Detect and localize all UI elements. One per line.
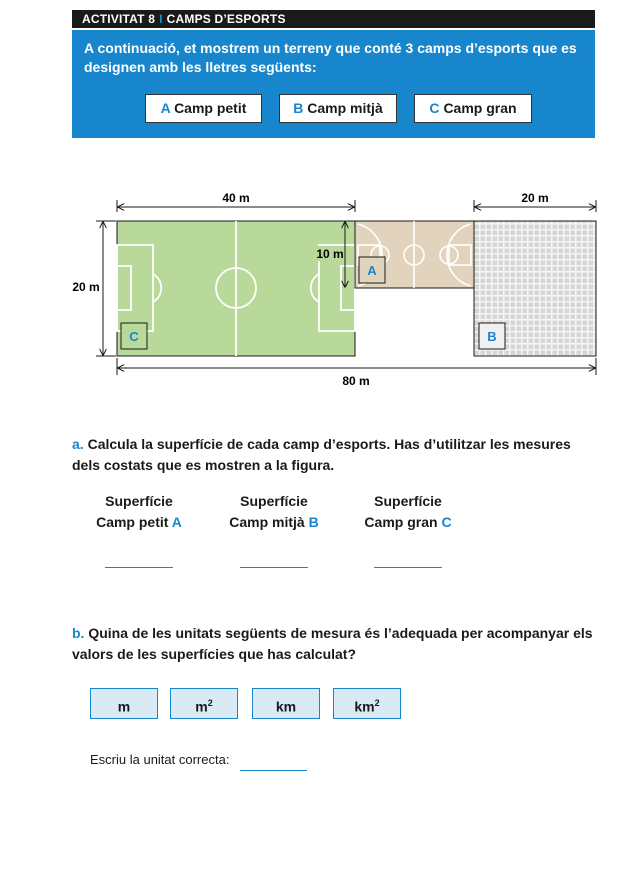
- answer-label-b: [209, 491, 339, 533]
- dim-inner: 10 m: [316, 247, 344, 261]
- question-text: Quina de les unitats següents de mesura és l’adequada per acompanyar els valors de les superfícies que has calculat?: [72, 625, 593, 662]
- label-c: C: [129, 329, 139, 344]
- unit-option-m[interactable]: [90, 688, 158, 719]
- answer-label-c: [343, 491, 473, 533]
- write-unit-blank[interactable]: [240, 770, 307, 771]
- question-b: [72, 623, 597, 665]
- field-label-a: [145, 94, 262, 123]
- answer-letter: B: [308, 514, 319, 530]
- unit-base: km: [354, 698, 375, 715]
- field-letter: B: [293, 100, 304, 116]
- activity-header: [72, 10, 595, 28]
- intro-panel: [72, 30, 595, 138]
- answer-title: Superfície: [374, 493, 442, 509]
- question-letter: a.: [72, 436, 84, 452]
- question-text: Calcula la superfície de cada camp d’esports. Has d’utilitzar les mesures dels costats que es mostren a la figura.: [72, 436, 571, 473]
- unit-base: m: [195, 698, 208, 715]
- answer-blank-c[interactable]: [374, 567, 442, 568]
- activity-title: CAMPS D’ESPORTS: [166, 12, 286, 26]
- field-label-b: [279, 94, 397, 123]
- header-separator: I: [159, 12, 163, 26]
- answer-field: Camp petit: [96, 514, 169, 530]
- field-letter: A: [160, 100, 171, 116]
- intro-text: A continuació, et mostrem un terreny que conté 3 camps d’esports que es designen amb les lletres següents:: [84, 40, 577, 75]
- unit-exponent: 2: [374, 698, 380, 708]
- question-letter: b.: [72, 625, 85, 641]
- unit-base: m: [117, 698, 131, 715]
- soccer-field: [117, 221, 355, 356]
- basketball-court: [355, 221, 474, 288]
- field-letter: C: [429, 100, 440, 116]
- unit-base: km: [275, 698, 297, 715]
- sports-fields-figure: [0, 170, 617, 395]
- answer-field: Camp gran: [364, 514, 438, 530]
- dim-top-right: 20 m: [521, 191, 549, 205]
- field-name: Camp petit: [174, 100, 247, 116]
- dim-top-left: 40 m: [222, 191, 250, 205]
- dim-bottom: 80 m: [342, 374, 370, 388]
- field-name: Camp gran: [443, 100, 517, 116]
- question-a: [72, 434, 597, 476]
- label-a: A: [367, 263, 377, 278]
- unit-option-km2[interactable]: [333, 688, 401, 719]
- label-b: B: [487, 329, 497, 344]
- answer-label-a: [74, 491, 204, 533]
- answer-letter: C: [441, 514, 452, 530]
- unit-option-km[interactable]: [252, 688, 320, 719]
- answer-title: Superfície: [105, 493, 173, 509]
- dim-left: 20 m: [72, 280, 100, 294]
- field-name: Camp mitjà: [307, 100, 383, 116]
- answer-title: Superfície: [240, 493, 308, 509]
- answer-blank-a[interactable]: [105, 567, 173, 568]
- answer-blank-b[interactable]: [240, 567, 308, 568]
- answer-field: Camp mitjà: [229, 514, 305, 530]
- unit-exponent: 2: [207, 698, 213, 708]
- tiled-field: [474, 221, 596, 356]
- write-unit-prompt: Escriu la unitat correcta:: [90, 752, 230, 767]
- field-label-c: [414, 94, 532, 123]
- unit-option-m2[interactable]: [170, 688, 238, 719]
- answer-letter: A: [171, 514, 182, 530]
- activity-number: ACTIVITAT 8: [82, 12, 156, 26]
